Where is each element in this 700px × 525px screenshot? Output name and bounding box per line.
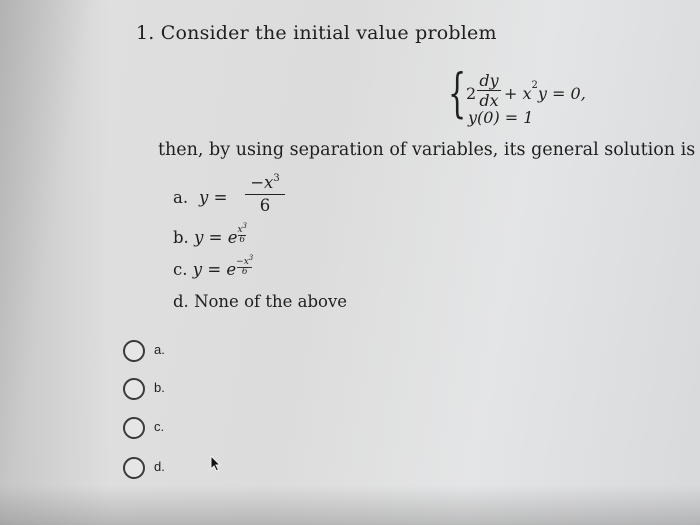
radio-a[interactable] bbox=[123, 340, 145, 362]
radio-d[interactable] bbox=[123, 457, 145, 479]
option-c-exp-num: −x bbox=[236, 257, 249, 267]
option-d-text: None of the above bbox=[194, 292, 348, 311]
photo-shadow-left bbox=[0, 0, 110, 525]
option-a-denominator: 6 bbox=[259, 196, 271, 215]
derivative-numerator: dy bbox=[479, 71, 499, 90]
eq1-term-x: + x bbox=[504, 84, 532, 103]
option-b-lhs: y = e bbox=[194, 228, 238, 247]
answer-label-a: a. bbox=[154, 342, 165, 357]
answer-choice-b[interactable] bbox=[123, 378, 243, 402]
option-c-exp-pow: 3 bbox=[248, 254, 254, 262]
option-b-label: b. bbox=[173, 228, 189, 247]
option-c bbox=[173, 254, 254, 283]
option-c-exponent bbox=[236, 254, 253, 277]
differential-equation bbox=[466, 72, 616, 108]
radio-b[interactable] bbox=[123, 378, 145, 400]
option-c-exp-den: 6 bbox=[241, 267, 248, 277]
option-b bbox=[173, 222, 248, 251]
question-title: 1. Consider the initial value problem bbox=[136, 22, 497, 44]
option-c-lhs: y = e bbox=[192, 260, 237, 279]
derivative-denominator: dx bbox=[479, 91, 499, 110]
answer-choice-a[interactable] bbox=[123, 340, 243, 364]
answer-label-b: b. bbox=[154, 380, 165, 395]
question-prompt: then, by using separation of variables, its general solution is bbox=[158, 140, 696, 160]
option-a-numerator bbox=[245, 174, 285, 192]
option-a bbox=[173, 174, 293, 218]
derivative-fraction bbox=[477, 72, 501, 109]
option-a-label: a. bbox=[173, 188, 189, 207]
option-b-exponent bbox=[237, 222, 247, 245]
left-brace: { bbox=[448, 64, 467, 124]
photo-shadow-bottom bbox=[0, 485, 700, 525]
eq1-exponent: 2 bbox=[531, 80, 538, 91]
answer-choice-c[interactable] bbox=[123, 417, 243, 441]
eq1-coefficient: 2 bbox=[466, 84, 477, 103]
answer-choice-d[interactable] bbox=[123, 457, 243, 481]
eq1-term-y: y = 0, bbox=[537, 84, 586, 103]
option-a-lhs: y = bbox=[199, 188, 228, 207]
option-a-num-text: −x bbox=[250, 173, 274, 192]
option-a-fraction-bar bbox=[245, 194, 285, 195]
answer-label-d: d. bbox=[154, 459, 165, 474]
eq1-rest bbox=[504, 80, 586, 103]
option-b-exp-den: 6 bbox=[239, 235, 246, 245]
initial-condition: y(0) = 1 bbox=[468, 108, 534, 127]
option-a-num-exp: 3 bbox=[273, 173, 280, 184]
option-b-exp-pow: 3 bbox=[242, 222, 248, 230]
option-b-exp-num: x bbox=[237, 225, 243, 235]
option-d-label: d. bbox=[173, 292, 189, 311]
initial-value-system bbox=[448, 64, 608, 136]
option-a-fraction bbox=[245, 174, 285, 215]
mouse-cursor-icon bbox=[209, 455, 223, 473]
radio-c[interactable] bbox=[123, 417, 145, 439]
answer-label-c: c. bbox=[154, 419, 165, 434]
option-d bbox=[173, 292, 347, 311]
option-c-label: c. bbox=[173, 260, 188, 279]
